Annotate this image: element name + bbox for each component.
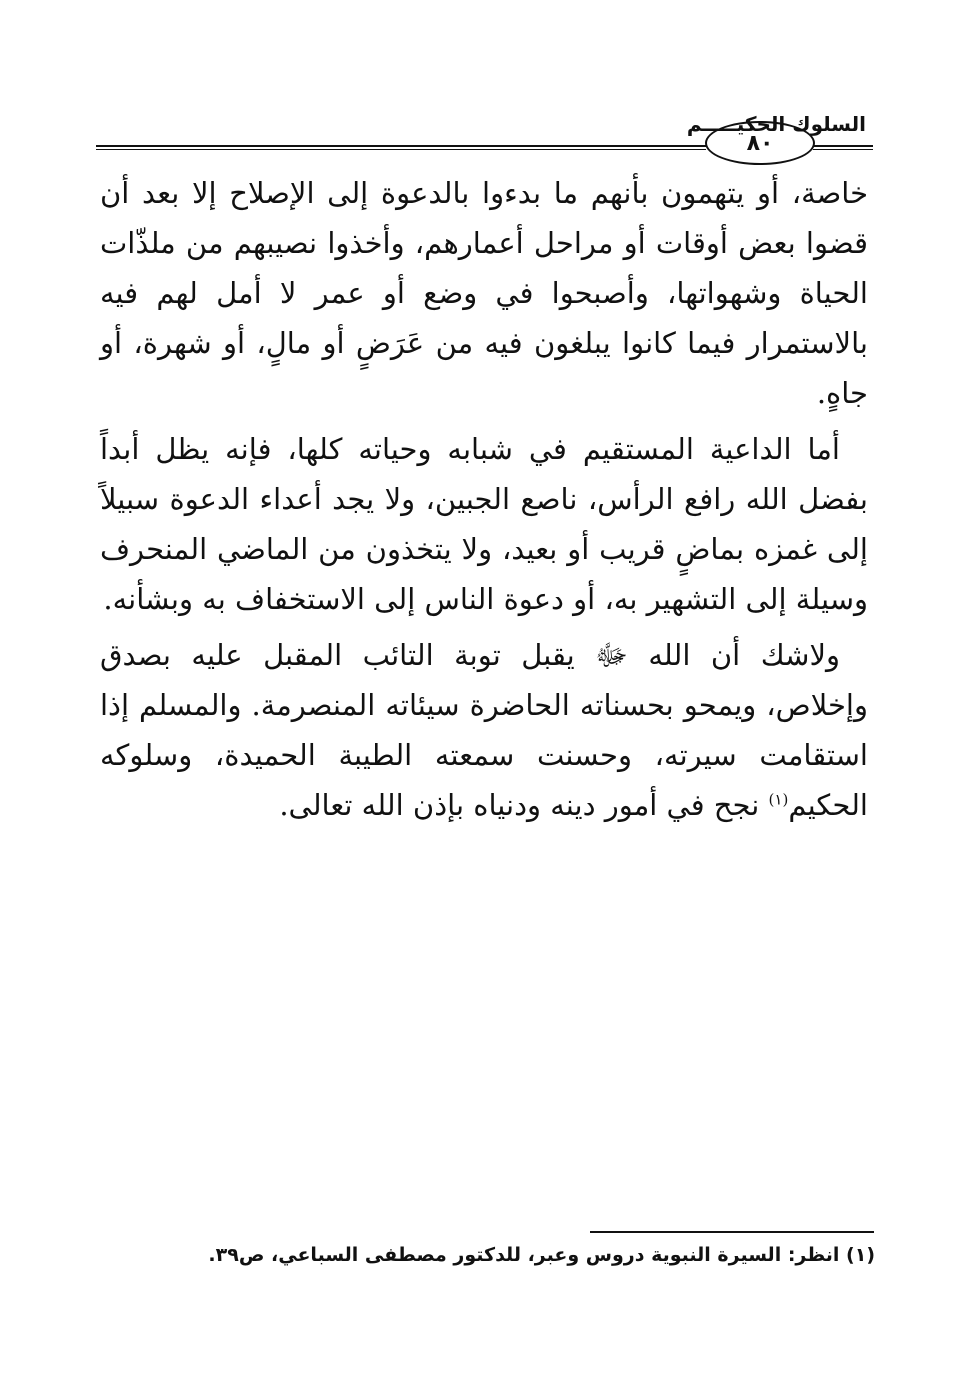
main-text: [100, 168, 868, 836]
footnote: (١) انظر: السيرة النبوية دروس وعبر، للدكتور مصطفى السباعي، ص٣٩.: [208, 1244, 875, 1266]
footnote-separator: [590, 1231, 874, 1233]
page-number-text: ٨٠: [746, 130, 774, 156]
paragraph-1: خاصة، أو يتهمون بأنهم ما بدءوا بالدعوة إلى الإصلاح إلا بعد أن قضوا بعض أوقات أو مراحل أعمارهم، وأخذوا نصيبهم من ملذّات الحياة وشهواتها، وأصبحوا في وضع أو عمر لا أمل لهم فيه بالاستمرار فيما كانوا يبلغون فيه من عَرَضٍ أو مالٍ، أو شهرة، أو جاهٍ.: [100, 176, 868, 410]
footnote-reference: (١): [768, 790, 789, 809]
header-rule-right: [813, 145, 873, 150]
page-number: [705, 121, 815, 165]
header-rule-left: [96, 145, 706, 150]
paragraph-3-text: ولاشك أن الله ﷻ يقبل توبة التائب المقبل عليه بصدق وإخلاص، ويمحو بحسناته الحاضرة سيئاته المنصرمة. والمسلم إذا استقامت سيرته، وحسنت سمعته الطيبة الحميدة، وسلوكه الحكيم: [100, 638, 868, 822]
paragraph-3-end: نجح في أمور دينه ودنياه بإذن الله تعالى.: [279, 788, 760, 822]
paragraph-2: أما الداعية المستقيم في شبابه وحياته كلها، فإنه يظل أبداً بفضل الله رافع الرأس، ناصع الجبين، ولا يجد أعداء الدعوة سبيلاً إلى غمزه بماضٍ قريب أو بعيد، ولا يتخذون من الماضي المنحرف وسيلة إلى التشهير به، أو دعوة الناس إلى الاستخفاف به وبشأنه.: [100, 432, 868, 616]
running-title: السلوك الحكيـــــم: [686, 112, 866, 136]
paragraph-3: [100, 630, 868, 830]
